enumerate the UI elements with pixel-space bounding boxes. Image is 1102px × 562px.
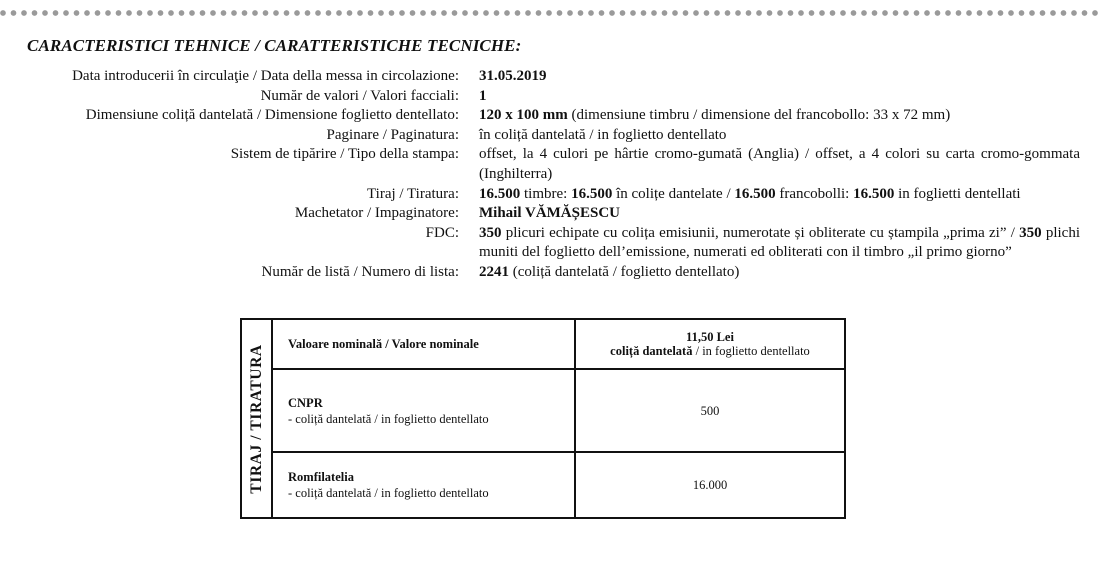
quantity-cell: 16.000	[692, 478, 728, 492]
spec-label: Machetator / Impaginatore:	[294, 205, 459, 222]
spec-label: Număr de valori / Valori facciali:	[260, 87, 459, 104]
table-row	[273, 370, 844, 453]
spec-label: Sistem de tipărire / Tipo della stampa:	[230, 146, 459, 163]
distributor-format: - coliță dantelată / in foglietto dentellato	[288, 486, 489, 500]
spec-value: Mihail VĂMĂȘESCU	[479, 205, 620, 222]
spec-label: Data introducerii în circulaţie / Data della messa in circolazione:	[72, 68, 459, 84]
distributor-name: CNPR	[288, 395, 323, 410]
spec-label: Tiraj / Tiratura:	[367, 185, 459, 202]
table-row	[273, 453, 844, 517]
spec-row-pagination	[0, 126, 1102, 146]
spec-value: 120 x 100 mm (dimensiune timbru / dimensione del francobollo: 33 x 72 mm)	[479, 107, 951, 124]
spec-row-designer	[0, 204, 1102, 224]
distributor-cell	[273, 370, 576, 451]
spec-row-printing	[0, 145, 1102, 184]
spec-value: în coliță dantelată / in foglietto dentellato	[479, 126, 727, 143]
table-header-row	[273, 320, 844, 370]
face-value-format: coliță dantelată / in foglietto dentellato	[610, 344, 810, 358]
spec-row-dimensions	[0, 106, 1102, 126]
spec-value: offset, la 4 culori pe hârtie cromo-gumată (Anglia) / offset, a 4 colori su carta cromo-gommata (Inghilterra)	[479, 146, 1080, 182]
spec-value: 1	[479, 87, 487, 104]
spec-row-list-number	[0, 263, 1102, 283]
spec-value: 2241 (coliță dantelată / foglietto dentellato)	[479, 263, 740, 280]
spec-label: Număr de listă / Numero di lista:	[261, 263, 459, 280]
spec-label: FDC:	[425, 224, 459, 241]
spec-row-fdc	[0, 224, 1102, 263]
spec-label: Paginare / Paginatura:	[326, 126, 459, 143]
spec-row-count	[0, 87, 1102, 107]
spec-value: 16.500 timbre: 16.500 în colițe dantelate / 16.500 francobolli: 16.500 in foglietti dentellati	[479, 185, 1021, 202]
section-title: CARACTERISTICI TEHNICE / CARATTERISTICHE TECNICHE:	[27, 36, 522, 55]
table-side-label: TIRAJ / TIRATURA	[247, 343, 265, 494]
spec-row-print-run	[0, 185, 1102, 205]
header-cell-value-label: Valoare nominală / Valore nominale	[273, 320, 576, 368]
table-side-column	[242, 320, 273, 517]
distributor-cell	[273, 453, 576, 517]
spec-value: 350 plicuri echipate cu colița emisiunii, numerotate și obliterate cu ștampila „prima zi” / 350 plichi muniti del foglietto dell’emissione, numerati ed obliterati con il timbro „il primo giorno”	[479, 224, 1080, 261]
quantity-cell: 500	[700, 403, 720, 418]
table-grid	[273, 320, 844, 517]
spec-value: 31.05.2019	[479, 68, 547, 84]
print-run-table	[240, 318, 846, 519]
spec-row-date	[0, 67, 1102, 87]
distributor-format: - coliță dantelată / in foglietto dentellato	[288, 411, 489, 426]
face-value: 11,50 Lei	[686, 330, 734, 344]
header-cell-face-value	[576, 320, 844, 368]
dotted-separator	[0, 10, 1102, 16]
spec-label: Dimensiune coliță dantelată / Dimensione foglietto dentellato:	[85, 107, 459, 124]
distributor-name: Romfilatelia	[288, 470, 354, 484]
specs-list	[0, 67, 1102, 283]
